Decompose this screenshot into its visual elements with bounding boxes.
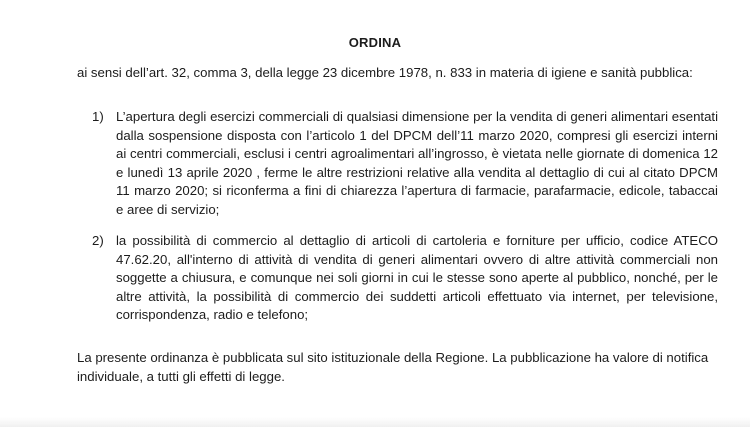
intro-paragraph: ai sensi dell’art. 32, comma 3, della legge 23 dicembre 1978, n. 833 in materia di igiene e sanità pubblica: (77, 65, 693, 80)
document-title: ORDINA (348, 35, 402, 50)
list-item (92, 108, 718, 220)
list-item (92, 232, 718, 325)
list-item-text: la possibilità di commercio al dettaglio di articoli di cartoleria e forniture per ufficio, codice ATECO 47.62.20, all'interno di attività di vendita di generi alimentari ovvero di altre attività commerciali non soggette a chiusura, e comunque nei soli giorni in cui le stesse sono aperte al pubblico, nonché, per le altre attività, la possibilità di commercio dei suddetti articoli effettuato via internet, per televisione, corrispondenza, radio e telefono; (116, 233, 718, 323)
list-item-number: 2) (92, 233, 104, 248)
list-item-number: 1) (92, 109, 104, 124)
page-edge-shadow (0, 417, 750, 427)
list-item-text: L’apertura degli esercizi commerciali di qualsiasi dimensione per la vendita di generi alimentari esentati dalla sospensione disposta con l’articolo 1 del DPCM dell’11 marzo 2020, compresi gli esercizi interni ai centri commerciali, esclusi i centri agroalimentari all’ingrosso, è vietata nelle giornate di domenica 12 e lunedì 13 aprile 2020 , ferme le altre restrizioni relative alla vendita al dettaglio di cui al citato DPCM 11 marzo 2020; si riconferma a fini di chiarezza l’apertura di farmacie, parafarmacie, edicole, tabaccai e aree di servizio; (116, 109, 718, 217)
closing-paragraph: La presente ordinanza è pubblicata sul sito istituzionale della Regione. La pubblicazione ha valore di notifica individuale, a tutti gli effetti di legge. (77, 350, 709, 384)
